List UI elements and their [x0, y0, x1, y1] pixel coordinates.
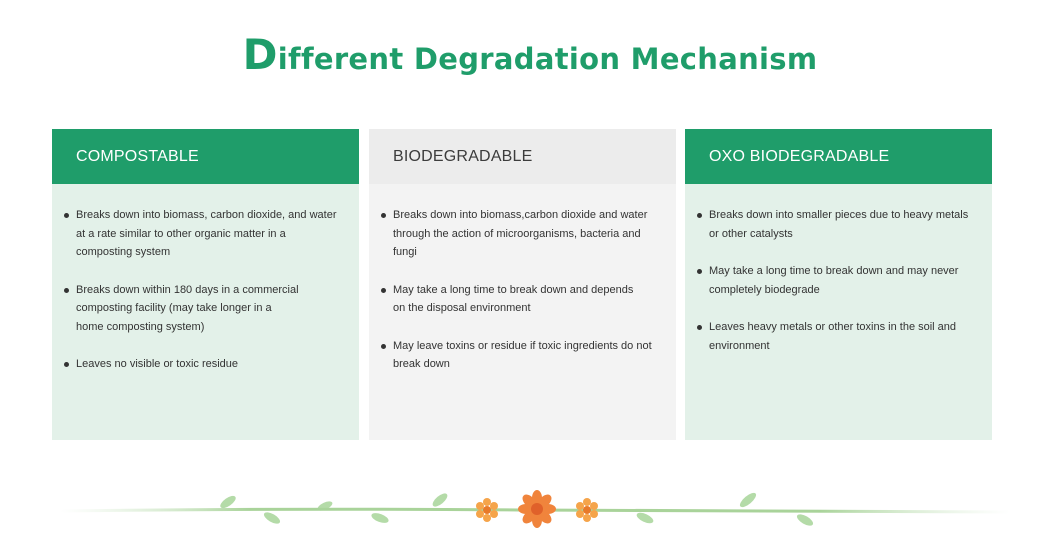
- title-rest: ifferent Degradation Mechanism: [277, 42, 818, 76]
- item-line: on the disposal environment: [393, 302, 531, 314]
- card-list: [52, 184, 359, 374]
- item-line: Breaks down within 180 days in a commercial: [76, 283, 299, 296]
- item-line: or other catalysts: [709, 227, 793, 240]
- bullet-icon: [697, 213, 702, 218]
- item-line: Leaves no visible or toxic residue: [76, 358, 239, 370]
- item-line: at a rate similar to other organic matter in a: [76, 227, 286, 240]
- card-list: [685, 184, 992, 355]
- comparison-cards: [52, 129, 992, 440]
- list-item: [709, 206, 978, 243]
- item-line: fungi: [393, 246, 417, 258]
- card-heading: BIODEGRADABLE: [369, 129, 676, 184]
- item-line: May leave toxins or residue if toxic ingredients do not: [393, 339, 652, 352]
- item-line: Breaks down into biomass, carbon dioxide, and water: [76, 209, 337, 221]
- card-heading: COMPOSTABLE: [52, 129, 359, 184]
- bullet-icon: [381, 213, 386, 218]
- list-item: [709, 262, 978, 299]
- item-line: May take a long time to break down and may never: [709, 265, 959, 277]
- bullet-icon: [697, 269, 702, 274]
- item-line: through the action of microorganisms, bacteria and: [393, 227, 641, 240]
- item-line: May take a long time to break down and depends: [393, 283, 634, 296]
- item-line: break down: [393, 358, 450, 370]
- page-title: [0, 30, 1060, 79]
- list-item: [76, 355, 345, 374]
- bullet-icon: [64, 362, 69, 367]
- item-line: completely biodegrade: [709, 283, 820, 296]
- card-list: [369, 184, 676, 374]
- card-biodegradable: [369, 129, 676, 440]
- title-first-letter: D: [242, 30, 278, 79]
- item-line: composting system: [76, 246, 171, 258]
- bullet-icon: [64, 213, 69, 218]
- item-line: Breaks down into biomass,carbon dioxide and water: [393, 209, 648, 221]
- card-heading: OXO BIODEGRADABLE: [685, 129, 992, 184]
- list-item: [709, 318, 978, 355]
- card-compostable: [52, 129, 359, 440]
- item-line: Breaks down into smaller pieces due to heavy metals: [709, 209, 969, 221]
- bullet-icon: [381, 288, 386, 293]
- item-line: composting facility (may take longer in a: [76, 302, 272, 314]
- item-line: environment: [709, 339, 770, 352]
- list-item: [76, 206, 345, 262]
- item-line: Leaves heavy metals or other toxins in the soil and: [709, 321, 957, 333]
- item-line: home composting system): [76, 320, 205, 333]
- list-item: [393, 206, 662, 262]
- card-oxo-biodegradable: [685, 129, 992, 440]
- bullet-icon: [64, 288, 69, 293]
- list-item: [393, 337, 662, 374]
- vine-with-flowers-icon: [0, 478, 1060, 538]
- bullet-icon: [381, 344, 386, 349]
- list-item: [393, 281, 662, 318]
- list-item: [76, 281, 345, 337]
- bullet-icon: [697, 325, 702, 330]
